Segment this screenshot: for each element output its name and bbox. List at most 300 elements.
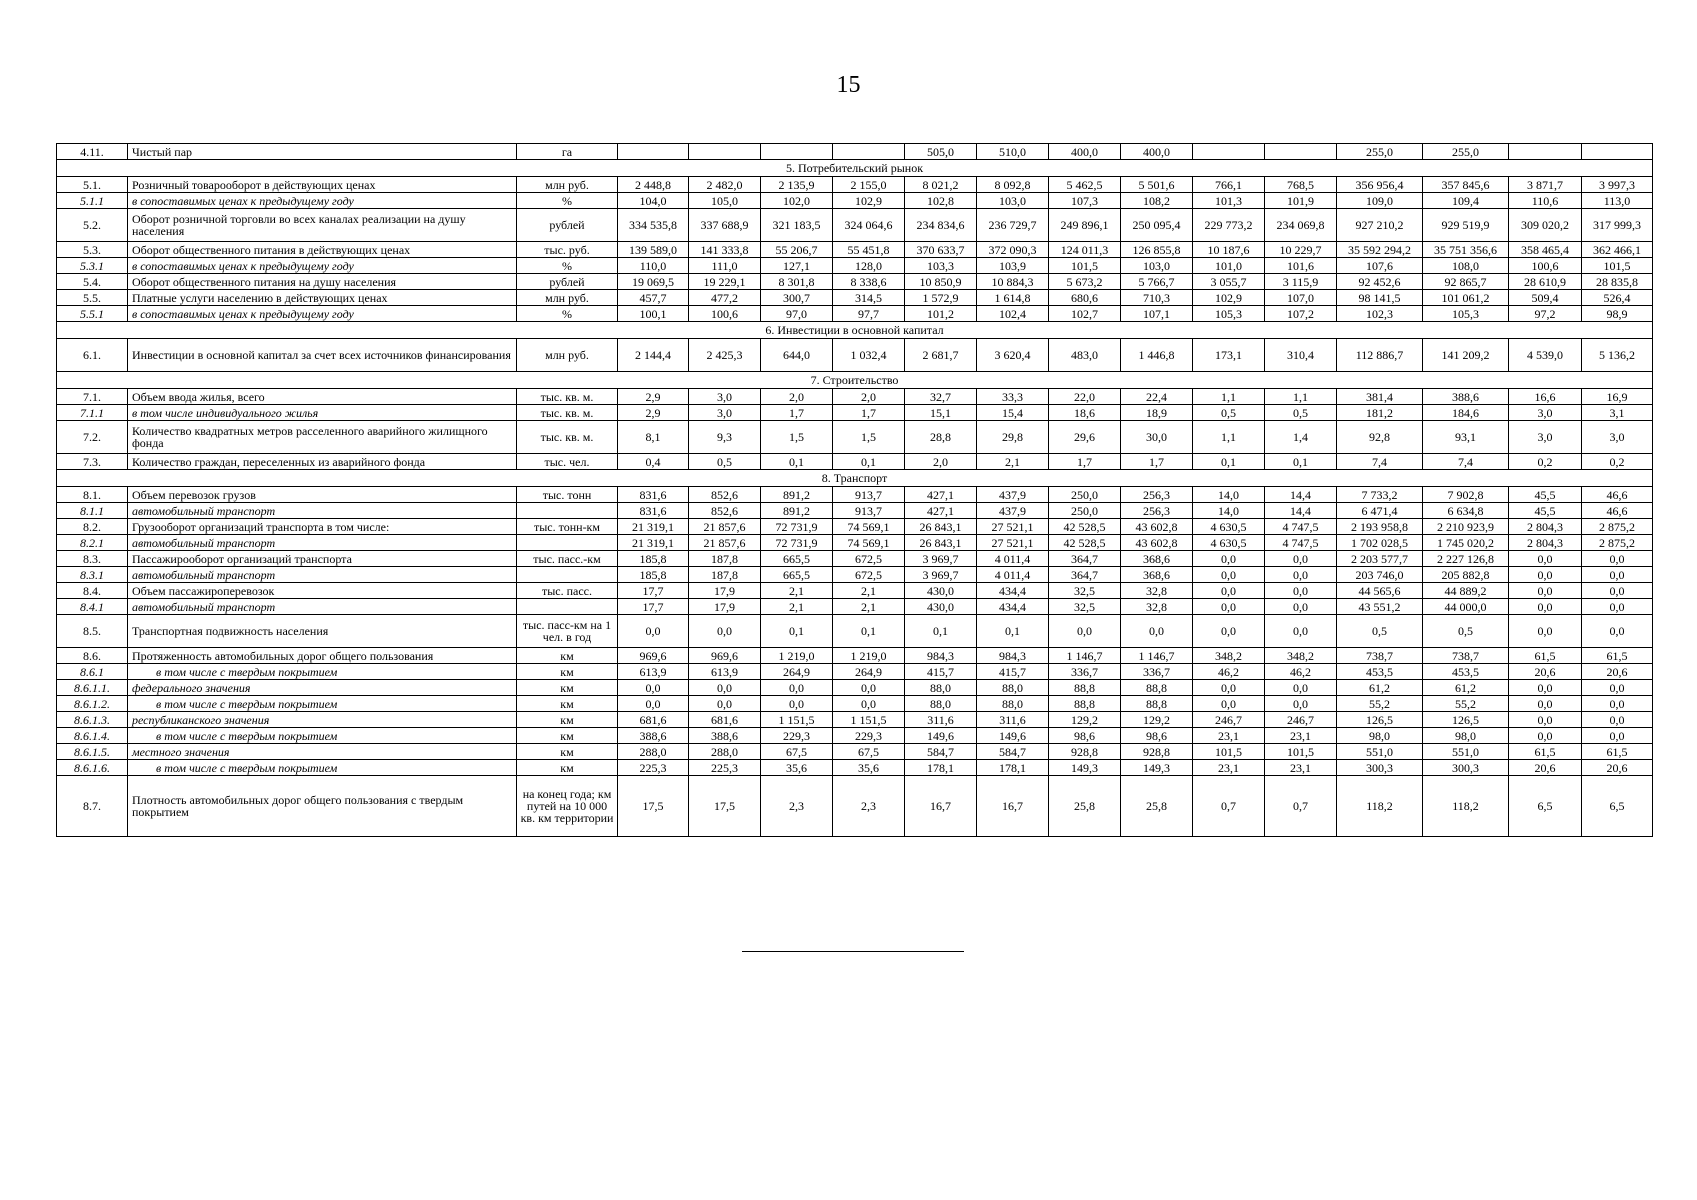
value-cell: 356 956,4	[1337, 177, 1423, 193]
value-cell: 0,1	[833, 615, 905, 648]
value-cell: 852,6	[689, 487, 761, 503]
row-name: Инвестиции в основной капитал за счет всех источников финансирования	[128, 339, 517, 372]
value-cell: 3,0	[689, 389, 761, 405]
value-cell: 0,7	[1265, 776, 1337, 837]
value-cell: 0,0	[761, 696, 833, 712]
value-cell: 551,0	[1337, 744, 1423, 760]
value-cell: 324 064,6	[833, 209, 905, 242]
value-cell: 126 855,8	[1121, 242, 1193, 258]
value-cell: 891,2	[761, 487, 833, 503]
value-cell: 27 521,1	[977, 535, 1049, 551]
value-cell: 107,6	[1337, 258, 1423, 274]
row-unit: тыс. тонн-км	[517, 519, 618, 535]
value-cell: 92 865,7	[1423, 274, 1509, 290]
value-cell: 46,2	[1193, 664, 1265, 680]
value-cell: 0,0	[1509, 567, 1582, 583]
value-cell: 6,5	[1509, 776, 1582, 837]
value-cell: 929 519,9	[1423, 209, 1509, 242]
value-cell: 0,0	[1121, 615, 1193, 648]
value-cell: 0,0	[1582, 712, 1653, 728]
value-cell: 229 773,2	[1193, 209, 1265, 242]
row-name: Пассажирооборот организаций транспорта	[128, 551, 517, 567]
value-cell: 98,6	[1049, 728, 1121, 744]
table-row	[57, 339, 1653, 372]
row-code: 8.6.1.3.	[57, 712, 128, 728]
value-cell: 8 301,8	[761, 274, 833, 290]
value-cell: 2 425,3	[689, 339, 761, 372]
table-row	[57, 258, 1653, 274]
table-row	[57, 615, 1653, 648]
value-cell: 5 462,5	[1049, 177, 1121, 193]
value-cell: 1 702 028,5	[1337, 535, 1423, 551]
value-cell: 10 187,6	[1193, 242, 1265, 258]
row-unit: %	[517, 258, 618, 274]
value-cell: 178,1	[905, 760, 977, 776]
value-cell: 437,9	[977, 487, 1049, 503]
value-cell: 97,0	[761, 306, 833, 322]
value-cell: 364,7	[1049, 567, 1121, 583]
value-cell: 118,2	[1423, 776, 1509, 837]
value-cell: 0,0	[1265, 583, 1337, 599]
value-cell: 16,7	[905, 776, 977, 837]
value-cell: 19 229,1	[689, 274, 761, 290]
row-unit: км	[517, 696, 618, 712]
value-cell: 1,5	[761, 421, 833, 454]
value-cell: 109,0	[1337, 193, 1423, 209]
row-name: автомобильный транспорт	[128, 535, 517, 551]
table-row	[57, 760, 1653, 776]
value-cell: 2 155,0	[833, 177, 905, 193]
value-cell: 46,6	[1582, 503, 1653, 519]
value-cell: 27 521,1	[977, 519, 1049, 535]
value-cell: 93,1	[1423, 421, 1509, 454]
row-unit: млн руб.	[517, 177, 618, 193]
table-row	[57, 712, 1653, 728]
value-cell: 100,1	[618, 306, 689, 322]
value-cell: 14,0	[1193, 503, 1265, 519]
value-cell: 88,0	[905, 696, 977, 712]
value-cell: 101,9	[1265, 193, 1337, 209]
value-cell: 0,0	[618, 615, 689, 648]
value-cell: 0,0	[1509, 583, 1582, 599]
row-unit: км	[517, 760, 618, 776]
value-cell: 105,3	[1193, 306, 1265, 322]
value-cell: 72 731,9	[761, 535, 833, 551]
value-cell: 584,7	[977, 744, 1049, 760]
value-cell: 103,9	[977, 258, 1049, 274]
value-cell: 10 884,3	[977, 274, 1049, 290]
value-cell: 0,1	[761, 454, 833, 470]
row-code: 5.3.1	[57, 258, 128, 274]
value-cell: 256,3	[1121, 487, 1193, 503]
value-cell: 23,1	[1265, 760, 1337, 776]
value-cell: 102,4	[977, 306, 1049, 322]
row-name: местного значения	[128, 744, 517, 760]
value-cell: 400,0	[1049, 144, 1121, 160]
value-cell: 0,0	[1193, 696, 1265, 712]
table-row	[57, 583, 1653, 599]
value-cell: 6 634,8	[1423, 503, 1509, 519]
row-unit	[517, 599, 618, 615]
value-cell: 2 144,4	[618, 339, 689, 372]
value-cell: 2 681,7	[905, 339, 977, 372]
value-cell: 14,4	[1265, 487, 1337, 503]
value-cell: 0,1	[833, 454, 905, 470]
value-cell: 17,7	[618, 583, 689, 599]
value-cell: 0,0	[1193, 599, 1265, 615]
value-cell: 336,7	[1121, 664, 1193, 680]
value-cell: 3 055,7	[1193, 274, 1265, 290]
value-cell: 0,0	[689, 696, 761, 712]
value-cell: 110,0	[618, 258, 689, 274]
value-cell: 129,2	[1049, 712, 1121, 728]
section-header-row	[57, 372, 1653, 389]
value-cell: 107,2	[1265, 306, 1337, 322]
row-unit	[517, 503, 618, 519]
value-cell: 3,0	[689, 405, 761, 421]
value-cell: 0,0	[1265, 567, 1337, 583]
value-cell: 1,1	[1265, 389, 1337, 405]
value-cell: 1 446,8	[1121, 339, 1193, 372]
row-unit: тыс. пасс.	[517, 583, 618, 599]
row-code: 8.4.1	[57, 599, 128, 615]
value-cell: 5 501,6	[1121, 177, 1193, 193]
value-cell: 0,1	[1193, 454, 1265, 470]
value-cell: 1,4	[1265, 421, 1337, 454]
value-cell: 309 020,2	[1509, 209, 1582, 242]
value-cell: 311,6	[905, 712, 977, 728]
row-name: Платные услуги населению в действующих ценах	[128, 290, 517, 306]
value-cell: 139 589,0	[618, 242, 689, 258]
value-cell: 1,5	[833, 421, 905, 454]
value-cell: 108,0	[1423, 258, 1509, 274]
value-cell: 2 482,0	[689, 177, 761, 193]
value-cell: 17,9	[689, 583, 761, 599]
value-cell: 23,1	[1193, 728, 1265, 744]
value-cell: 0,0	[833, 680, 905, 696]
value-cell: 97,2	[1509, 306, 1582, 322]
value-cell: 21 857,6	[689, 535, 761, 551]
row-name: Объем перевозок грузов	[128, 487, 517, 503]
value-cell: 100,6	[1509, 258, 1582, 274]
value-cell: 300,3	[1423, 760, 1509, 776]
table-row	[57, 306, 1653, 322]
value-cell	[833, 144, 905, 160]
value-cell: 1,7	[833, 405, 905, 421]
value-cell: 0,0	[1582, 599, 1653, 615]
row-name: Оборот общественного питания на душу населения	[128, 274, 517, 290]
value-cell: 0,0	[1193, 583, 1265, 599]
value-cell: 256,3	[1121, 503, 1193, 519]
row-name: Объем ввода жилья, всего	[128, 389, 517, 405]
table-row	[57, 177, 1653, 193]
row-unit: на конец года; км путей на 10 000 кв. км территории	[517, 776, 618, 837]
value-cell: 0,0	[1193, 567, 1265, 583]
value-cell: 510,0	[977, 144, 1049, 160]
value-cell: 229,3	[833, 728, 905, 744]
value-cell: 105,0	[689, 193, 761, 209]
value-cell: 45,5	[1509, 503, 1582, 519]
value-cell: 20,6	[1509, 760, 1582, 776]
value-cell: 0,0	[1582, 551, 1653, 567]
value-cell: 32,5	[1049, 583, 1121, 599]
value-cell: 8 021,2	[905, 177, 977, 193]
row-code: 5.1.	[57, 177, 128, 193]
value-cell	[1265, 144, 1337, 160]
value-cell: 358 465,4	[1509, 242, 1582, 258]
value-cell: 102,7	[1049, 306, 1121, 322]
row-code: 8.7.	[57, 776, 128, 837]
value-cell: 14,0	[1193, 487, 1265, 503]
value-cell: 4 011,4	[977, 551, 1049, 567]
value-cell: 1 614,8	[977, 290, 1049, 306]
value-cell: 372 090,3	[977, 242, 1049, 258]
value-cell: 3 997,3	[1582, 177, 1653, 193]
value-cell: 5 766,7	[1121, 274, 1193, 290]
row-code: 5.2.	[57, 209, 128, 242]
value-cell: 357 845,6	[1423, 177, 1509, 193]
value-cell: 88,0	[905, 680, 977, 696]
value-cell: 128,0	[833, 258, 905, 274]
value-cell: 483,0	[1049, 339, 1121, 372]
value-cell: 25,8	[1121, 776, 1193, 837]
row-code: 8.6.1.2.	[57, 696, 128, 712]
value-cell: 321 183,5	[761, 209, 833, 242]
row-name: в сопоставимых ценах к предыдущему году	[128, 193, 517, 209]
row-code: 8.1.1	[57, 503, 128, 519]
row-name: Плотность автомобильных дорог общего пользования с твердым покрытием	[128, 776, 517, 837]
value-cell: 246,7	[1193, 712, 1265, 728]
row-unit: %	[517, 306, 618, 322]
value-cell: 67,5	[833, 744, 905, 760]
value-cell: 246,7	[1265, 712, 1337, 728]
value-cell	[1582, 144, 1653, 160]
value-cell: 19 069,5	[618, 274, 689, 290]
value-cell: 10 229,7	[1265, 242, 1337, 258]
value-cell: 103,3	[905, 258, 977, 274]
value-cell: 927 210,2	[1337, 209, 1423, 242]
value-cell: 23,1	[1265, 728, 1337, 744]
value-cell: 437,9	[977, 503, 1049, 519]
value-cell: 3 620,4	[977, 339, 1049, 372]
value-cell: 1 146,7	[1121, 648, 1193, 664]
row-name: в том числе с твердым покрытием	[128, 696, 517, 712]
row-unit	[517, 567, 618, 583]
value-cell: 913,7	[833, 503, 905, 519]
value-cell: 288,0	[689, 744, 761, 760]
row-unit: тыс. руб.	[517, 242, 618, 258]
value-cell: 129,2	[1121, 712, 1193, 728]
value-cell: 74 569,1	[833, 519, 905, 535]
value-cell: 101,5	[1582, 258, 1653, 274]
section-title: 7. Строительство	[57, 372, 1653, 389]
value-cell: 0,1	[1265, 454, 1337, 470]
value-cell: 7 733,2	[1337, 487, 1423, 503]
value-cell: 103,0	[977, 193, 1049, 209]
value-cell: 337 688,9	[689, 209, 761, 242]
value-cell: 7 902,8	[1423, 487, 1509, 503]
value-cell: 55,2	[1337, 696, 1423, 712]
value-cell: 7,4	[1423, 454, 1509, 470]
value-cell: 33,3	[977, 389, 1049, 405]
value-cell: 0,5	[1265, 405, 1337, 421]
row-name: в сопоставимых ценах к предыдущему году	[128, 306, 517, 322]
value-cell: 229,3	[761, 728, 833, 744]
value-cell: 364,7	[1049, 551, 1121, 567]
value-cell: 457,7	[618, 290, 689, 306]
row-unit: млн руб.	[517, 290, 618, 306]
row-unit: км	[517, 728, 618, 744]
value-cell: 2 227 126,8	[1423, 551, 1509, 567]
value-cell: 6 471,4	[1337, 503, 1423, 519]
value-cell: 107,0	[1265, 290, 1337, 306]
value-cell: 101,0	[1193, 258, 1265, 274]
value-cell: 98,0	[1423, 728, 1509, 744]
value-cell: 434,4	[977, 599, 1049, 615]
table-body	[57, 144, 1653, 837]
row-code: 8.6.1.4.	[57, 728, 128, 744]
value-cell: 236 729,7	[977, 209, 1049, 242]
value-cell	[618, 144, 689, 160]
value-cell: 2,1	[833, 599, 905, 615]
value-cell: 1 151,5	[833, 712, 905, 728]
row-name: федерального значения	[128, 680, 517, 696]
value-cell: 0,1	[905, 615, 977, 648]
value-cell: 35 751 356,6	[1423, 242, 1509, 258]
value-cell: 14,4	[1265, 503, 1337, 519]
value-cell: 0,0	[1193, 680, 1265, 696]
value-cell: 88,8	[1049, 696, 1121, 712]
value-cell: 32,5	[1049, 599, 1121, 615]
row-code: 5.3.	[57, 242, 128, 258]
value-cell: 55 206,7	[761, 242, 833, 258]
value-cell: 10 850,9	[905, 274, 977, 290]
row-code: 7.1.1	[57, 405, 128, 421]
row-unit: тыс. кв. м.	[517, 421, 618, 454]
value-cell: 2,1	[977, 454, 1049, 470]
value-cell: 334 535,8	[618, 209, 689, 242]
value-cell: 46,6	[1582, 487, 1653, 503]
value-cell: 0,0	[618, 696, 689, 712]
row-code: 8.6.	[57, 648, 128, 664]
value-cell: 1 219,0	[761, 648, 833, 664]
value-cell: 149,3	[1121, 760, 1193, 776]
value-cell: 108,2	[1121, 193, 1193, 209]
value-cell: 61,5	[1509, 648, 1582, 664]
row-name: автомобильный транспорт	[128, 599, 517, 615]
value-cell: 101,3	[1193, 193, 1265, 209]
value-cell: 23,1	[1193, 760, 1265, 776]
value-cell: 88,8	[1049, 680, 1121, 696]
value-cell: 181,2	[1337, 405, 1423, 421]
value-cell: 415,7	[905, 664, 977, 680]
value-cell: 17,5	[618, 776, 689, 837]
value-cell: 1 032,4	[833, 339, 905, 372]
value-cell: 984,3	[977, 648, 1049, 664]
value-cell	[689, 144, 761, 160]
table-row	[57, 567, 1653, 583]
row-unit: тыс. пасс.-км	[517, 551, 618, 567]
row-unit: рублей	[517, 274, 618, 290]
value-cell: 362 466,1	[1582, 242, 1653, 258]
value-cell: 584,7	[905, 744, 977, 760]
value-cell: 300,3	[1337, 760, 1423, 776]
value-cell: 88,8	[1121, 696, 1193, 712]
value-cell: 7,4	[1337, 454, 1423, 470]
value-cell: 101,2	[905, 306, 977, 322]
value-cell: 264,9	[761, 664, 833, 680]
value-cell: 0,1	[977, 615, 1049, 648]
value-cell: 45,5	[1509, 487, 1582, 503]
table-row	[57, 680, 1653, 696]
value-cell: 28 835,8	[1582, 274, 1653, 290]
value-cell: 225,3	[618, 760, 689, 776]
value-cell: 0,0	[1509, 728, 1582, 744]
value-cell: 107,1	[1121, 306, 1193, 322]
table-row	[57, 599, 1653, 615]
row-name: автомобильный транспорт	[128, 567, 517, 583]
value-cell: 178,1	[977, 760, 1049, 776]
value-cell: 225,3	[689, 760, 761, 776]
row-name: Количество квадратных метров расселенного аварийного жилищного фонда	[128, 421, 517, 454]
row-code: 8.6.1	[57, 664, 128, 680]
value-cell: 102,8	[905, 193, 977, 209]
value-cell: 348,2	[1265, 648, 1337, 664]
row-code: 8.6.1.1.	[57, 680, 128, 696]
row-name: республиканского значения	[128, 712, 517, 728]
value-cell: 29,6	[1049, 421, 1121, 454]
value-cell: 250,0	[1049, 503, 1121, 519]
value-cell: 1,1	[1193, 421, 1265, 454]
row-name: Розничный товарооборот в действующих ценах	[128, 177, 517, 193]
value-cell: 1,7	[1121, 454, 1193, 470]
value-cell: 831,6	[618, 503, 689, 519]
value-cell: 505,0	[905, 144, 977, 160]
value-cell: 665,5	[761, 567, 833, 583]
value-cell: 4 539,0	[1509, 339, 1582, 372]
value-cell: 314,5	[833, 290, 905, 306]
row-code: 8.3.1	[57, 567, 128, 583]
value-cell: 0,0	[689, 615, 761, 648]
value-cell: 88,0	[977, 680, 1049, 696]
table-row	[57, 274, 1653, 290]
value-cell: 28 610,9	[1509, 274, 1582, 290]
value-cell: 105,3	[1423, 306, 1509, 322]
value-cell: 185,8	[618, 551, 689, 567]
row-name: автомобильный транспорт	[128, 503, 517, 519]
value-cell: 203 746,0	[1337, 567, 1423, 583]
value-cell: 388,6	[618, 728, 689, 744]
value-cell: 613,9	[618, 664, 689, 680]
value-cell: 46,2	[1265, 664, 1337, 680]
value-cell: 2,1	[833, 583, 905, 599]
value-cell: 665,5	[761, 551, 833, 567]
value-cell: 0,4	[618, 454, 689, 470]
value-cell: 112 886,7	[1337, 339, 1423, 372]
value-cell: 0,0	[618, 680, 689, 696]
value-cell: 124 011,3	[1049, 242, 1121, 258]
value-cell: 388,6	[689, 728, 761, 744]
row-code: 5.4.	[57, 274, 128, 290]
value-cell: 149,3	[1049, 760, 1121, 776]
row-unit: км	[517, 712, 618, 728]
value-cell: 2 804,3	[1509, 535, 1582, 551]
value-cell: 0,0	[1265, 551, 1337, 567]
value-cell: 434,4	[977, 583, 1049, 599]
value-cell: 2 193 958,8	[1337, 519, 1423, 535]
value-cell: 400,0	[1121, 144, 1193, 160]
value-cell: 149,6	[905, 728, 977, 744]
